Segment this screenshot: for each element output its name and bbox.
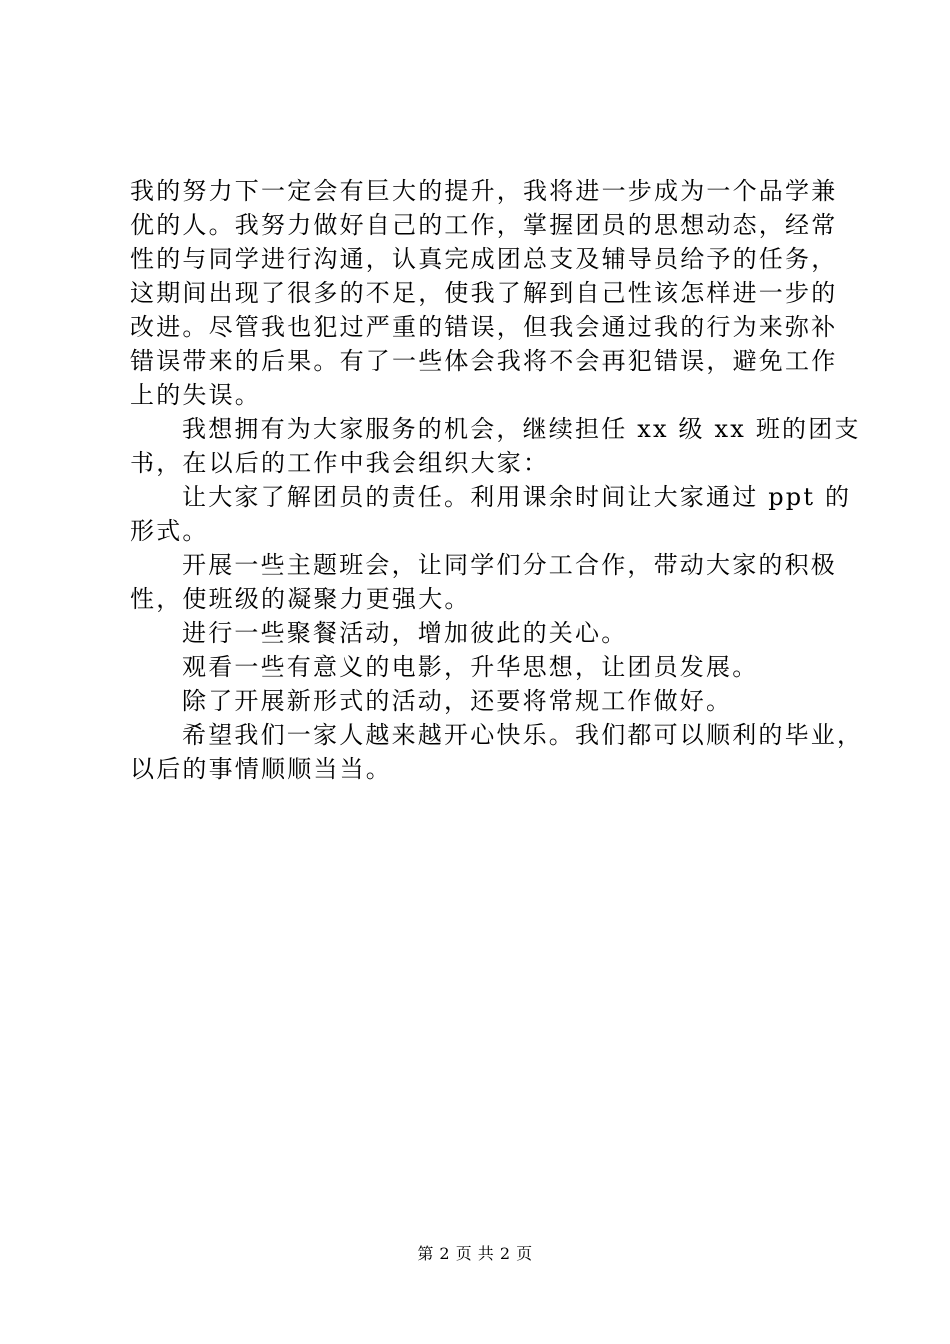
paragraph-start-line: 观看一些有意义的电影，升华思想，让团员发展。 [182,653,759,681]
page-footer [0,1243,950,1265]
paragraph-start-line: 除了开展新形式的活动，还要将常规工作做好。 [182,687,733,715]
text-line: 我的努力下一定会有巨大的提升，我将进一步成为一个品学兼 [130,177,838,205]
paragraph-start-line: 进行一些聚餐活动，增加彼此的关心。 [182,619,628,647]
text-line: 以后的事情顺顺当当。 [130,755,392,783]
text-line: 这期间出现了很多的不足，使我了解到自己性该怎样进一步的 [130,279,838,307]
text-line: 改进。尽管我也犯过严重的错误，但我会通过我的行为来弥补 [130,313,838,341]
paragraph-start-line: 开展一些主题班会，让同学们分工合作，带动大家的积极 [182,551,837,579]
document-body [130,174,864,786]
paragraph-start-line: 让大家了解团员的责任。利用课余时间让大家通过 ppt 的 [182,483,852,511]
text-line: 形式。 [130,517,209,545]
text-line: 上的失误。 [130,381,261,409]
paragraph-start-line: 我想拥有为大家服务的机会，继续担任 xx 级 xx 班的团支 [182,415,861,443]
text-line: 性的与同学进行沟通，认真完成团总支及辅导员给予的任务， [130,245,838,273]
text-line: 错误带来的后果。有了一些体会我将不会再犯错误，避免工作 [130,347,838,375]
page-number-indicator: 第 2 页 共 2 页 [417,1244,533,1263]
paragraph-start-line: 希望我们一家人越来越开心快乐。我们都可以顺利的毕业， [182,721,864,749]
text-line: 书，在以后的工作中我会组织大家： [130,449,550,477]
text-line: 优的人。我努力做好自己的工作，掌握团员的思想动态，经常 [130,211,838,239]
text-line: 性，使班级的凝聚力更强大。 [130,585,471,613]
